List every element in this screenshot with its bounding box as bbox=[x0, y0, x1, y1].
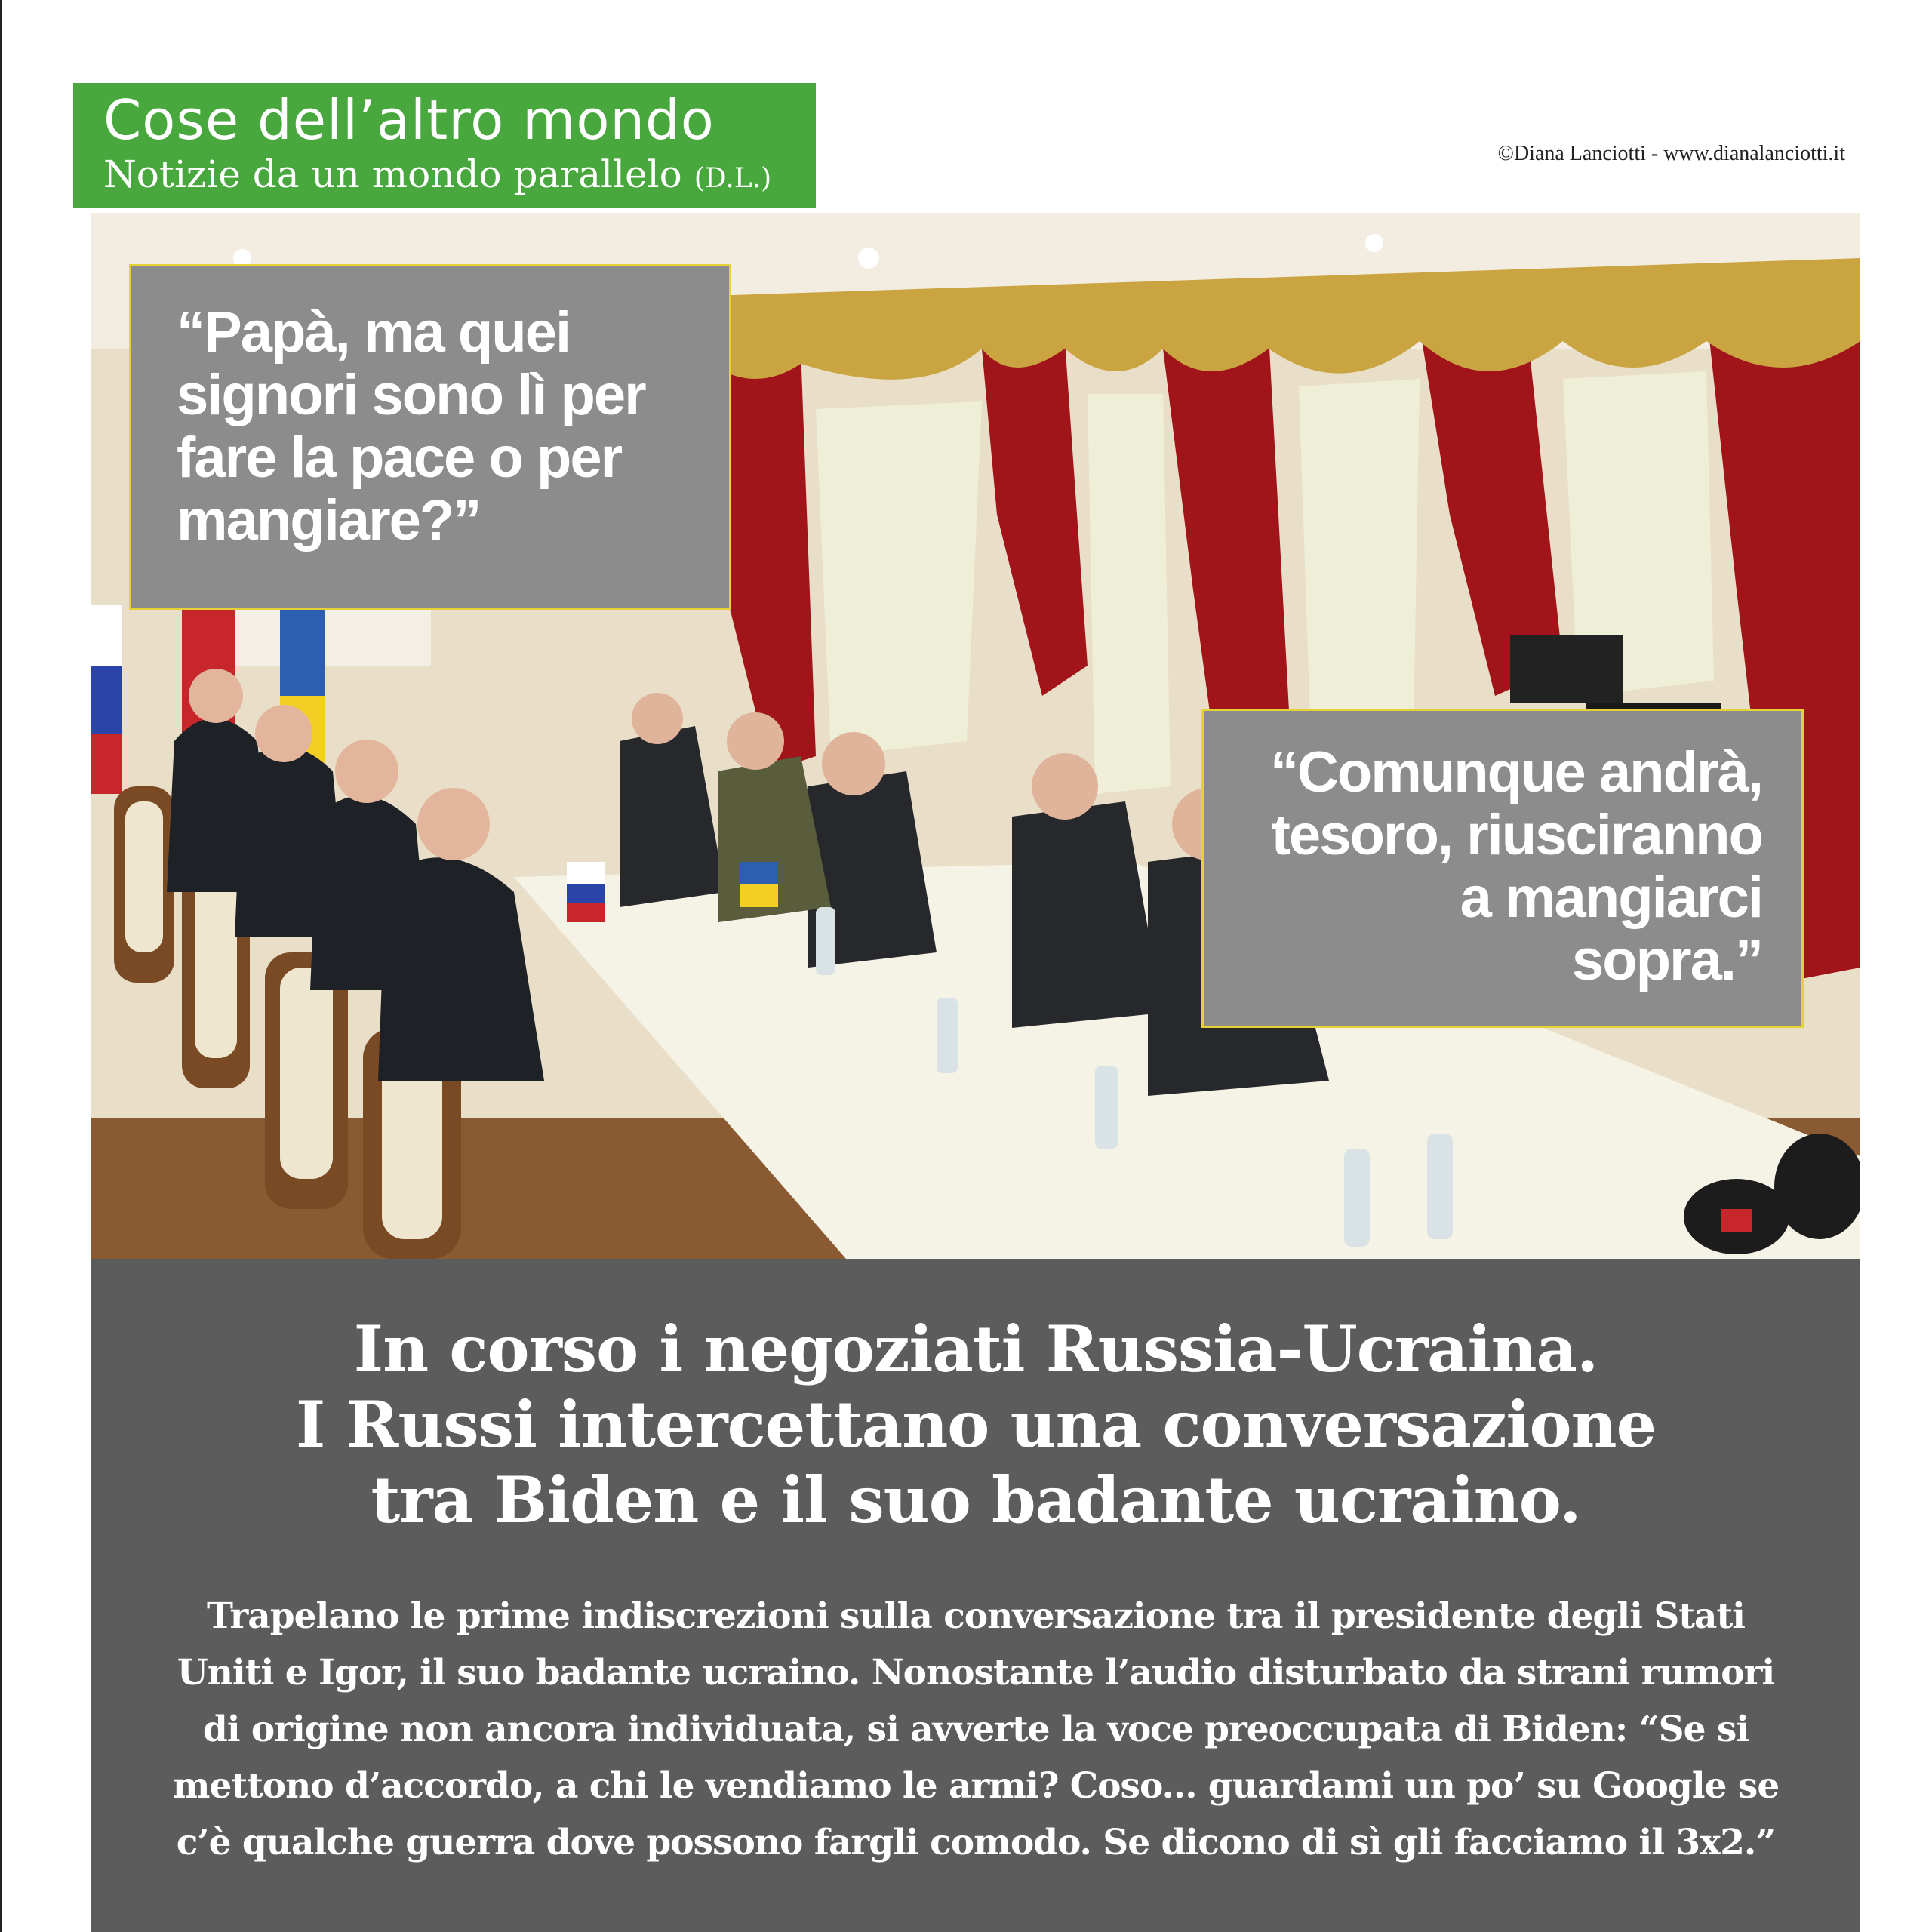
speech-box-child-text: “Papà, ma quei signori sono lì per fare la pace o per mangiare?” bbox=[177, 300, 645, 552]
author-initials: (D.L.) bbox=[694, 163, 772, 194]
page-left-border bbox=[0, 0, 2, 1932]
speech-box-parent-text: “Comunque andrà, tesoro, riusciranno a mangiarci sopra.” bbox=[1269, 740, 1762, 992]
article-panel bbox=[91, 1259, 1860, 1932]
article-headline: In corso i negoziati Russia-Ucraina. I Russi intercettano una conversazione tra Biden e il suo badante ucraino. bbox=[295, 1312, 1657, 1537]
article-body: Trapelano le prime indiscrezioni sulla conversazione tra il presidente degli Stati Uniti e Igor, il suo badante ucraino. Nonostante l’audio disturbato da strani rumori di origine non ancora individuata, si avverte la voce preoccupata di Biden: “Se si mettono d’accordo, a chi le vendiamo le armi? Coso... guardami un po’ su Google se c’è qualche guerra dove possono fargli comodo. Se dicono di sì gli facciamo il 3x2.” bbox=[172, 1595, 1780, 1863]
speech-box-child bbox=[129, 264, 731, 610]
speech-box-parent bbox=[1201, 709, 1804, 1028]
column-subtitle bbox=[103, 148, 771, 205]
column-title: Cose dell’altro mondo bbox=[103, 88, 715, 152]
copyright-notice: ©Diana Lanciotti - www.dianalanciotti.it bbox=[1497, 142, 1845, 165]
column-subtitle-text: Notizie da un mondo parallelo bbox=[103, 152, 682, 196]
column-badge bbox=[73, 83, 816, 208]
